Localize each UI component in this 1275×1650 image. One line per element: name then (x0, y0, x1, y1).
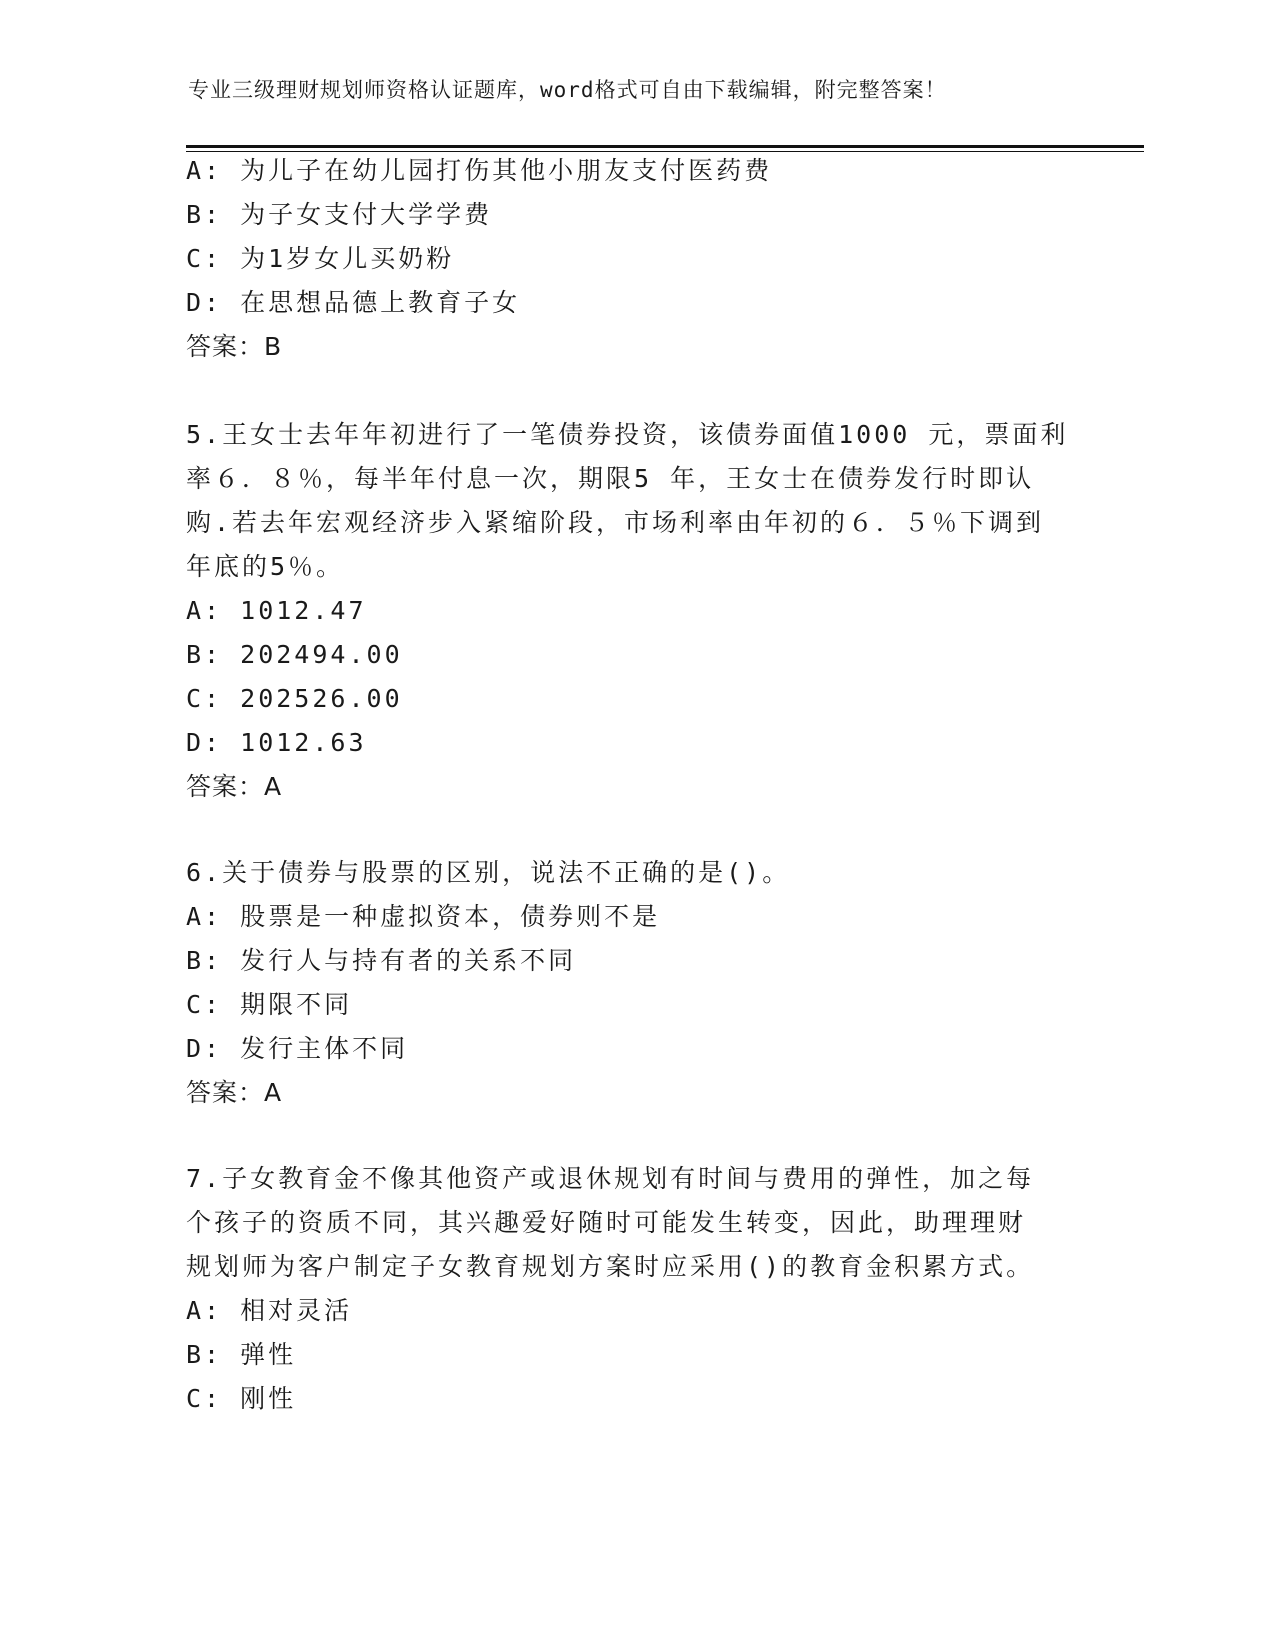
q4-option-c: C: 为1岁女儿买奶粉 (186, 244, 455, 273)
q4-option-a: A: 为儿子在幼儿园打伤其他小朋友支付医药费 (186, 156, 773, 185)
q5-answer: 答案：A (186, 772, 283, 801)
q5-stem-line-1: 5.王女士去年年初进行了一笔债券投资，该债券面值1000 元，票面利 (186, 420, 1069, 449)
q7-option-b: B: 弹性 (186, 1340, 297, 1369)
q5-option-a: A: 1012.47 (186, 596, 367, 625)
q7-stem-line-1: 7.子女教育金不像其他资产或退休规划有时间与费用的弹性，加之每 (186, 1164, 1035, 1193)
q7-stem-line-2: 个孩子的资质不同，其兴趣爱好随时可能发生转变，因此，助理理财 (186, 1208, 1027, 1237)
q5-option-d: D: 1012.63 (186, 728, 367, 757)
q6-option-b: B: 发行人与持有者的关系不同 (186, 946, 577, 975)
q5-option-c: C: 202526.00 (186, 684, 403, 713)
q6-option-d: D: 发行主体不同 (186, 1034, 409, 1063)
q4-option-b: B: 为子女支付大学学费 (186, 200, 493, 229)
q7-option-a: A: 相对灵活 (186, 1296, 353, 1325)
header-rule-thick (186, 145, 1144, 148)
q5-option-b: B: 202494.00 (186, 640, 403, 669)
header-title: 专业三级理财规划师资格认证题库，word格式可自由下载编辑，附完整答案！ (188, 78, 947, 102)
q5-stem-line-4: 年底的5％。 (186, 552, 345, 581)
q6-stem-line-1: 6.关于债券与股票的区别，说法不正确的是()。 (186, 858, 791, 887)
q6-answer: 答案：A (186, 1078, 283, 1107)
q7-stem-line-3: 规划师为客户制定子女教育规划方案时应采用()的教育金积累方式。 (186, 1252, 1035, 1281)
q5-stem-line-3: 购.若去年宏观经济步入紧缩阶段，市场利率由年初的６．５％下调到 (186, 508, 1045, 537)
q4-answer: 答案：B (186, 332, 283, 361)
q6-option-c: C: 期限不同 (186, 990, 353, 1019)
q7-option-c: C: 刚性 (186, 1384, 297, 1413)
header-rule-thin (186, 151, 1144, 152)
q5-stem-line-2: 率６．８％，每半年付息一次，期限5 年，王女士在债券发行时即认 (186, 464, 1035, 493)
q6-option-a: A: 股票是一种虚拟资本，债券则不是 (186, 902, 661, 931)
q4-option-d: D: 在思想品德上教育子女 (186, 288, 521, 317)
